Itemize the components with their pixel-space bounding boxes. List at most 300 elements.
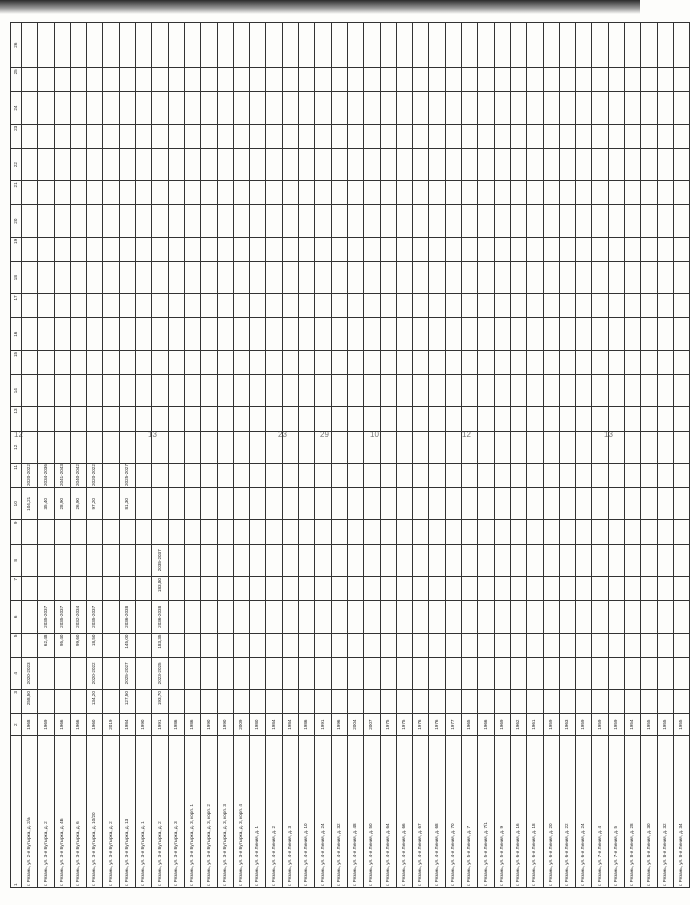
value-cell bbox=[673, 261, 689, 293]
table-row bbox=[543, 23, 559, 888]
value-cell bbox=[250, 350, 266, 374]
value-cell bbox=[445, 294, 461, 318]
value-cell bbox=[510, 463, 526, 487]
value-cell bbox=[168, 350, 184, 374]
value-cell bbox=[87, 407, 103, 431]
value-cell bbox=[331, 68, 347, 92]
value-cell bbox=[250, 294, 266, 318]
value-cell: 183,80 bbox=[152, 577, 168, 601]
value-cell bbox=[54, 68, 70, 92]
value-cell bbox=[87, 318, 103, 350]
address-cell: г. Рязань, ул. 3-я Бутырка, д. 3 bbox=[168, 736, 184, 888]
value-cell bbox=[331, 148, 347, 180]
address-cell: г. Рязань, ул. 8-я Линия, д. 32 bbox=[657, 736, 673, 888]
value-cell bbox=[462, 294, 478, 318]
table-row bbox=[462, 23, 478, 888]
value-cell bbox=[641, 577, 657, 601]
value-cell bbox=[282, 633, 298, 657]
value-cell bbox=[315, 657, 331, 689]
value-cell bbox=[673, 520, 689, 544]
value-cell bbox=[364, 463, 380, 487]
value-cell bbox=[250, 577, 266, 601]
value-cell bbox=[54, 181, 70, 205]
value-cell bbox=[217, 657, 233, 689]
value-cell bbox=[559, 237, 575, 261]
value-cell bbox=[250, 237, 266, 261]
value-cell bbox=[347, 92, 363, 124]
value-cell: 145,00 bbox=[119, 633, 135, 657]
value-cell bbox=[233, 520, 249, 544]
value-cell bbox=[576, 374, 592, 406]
value-cell bbox=[299, 657, 315, 689]
value-cell bbox=[201, 124, 217, 148]
value-cell bbox=[380, 633, 396, 657]
value-cell bbox=[608, 601, 624, 633]
value-cell bbox=[673, 181, 689, 205]
value-cell bbox=[445, 431, 461, 463]
table-row bbox=[559, 23, 575, 888]
value-cell bbox=[119, 92, 135, 124]
value-cell bbox=[70, 124, 86, 148]
value-cell bbox=[22, 374, 38, 406]
value-cell bbox=[315, 148, 331, 180]
value-cell bbox=[299, 181, 315, 205]
value-cell: 62,48 bbox=[38, 633, 54, 657]
value-cell bbox=[266, 520, 282, 544]
value-cell bbox=[250, 463, 266, 487]
column-header: 6 bbox=[11, 601, 22, 633]
value-cell bbox=[559, 261, 575, 293]
address-cell: г. Рязань, ул. 4-я Линия, д. 67 bbox=[413, 736, 429, 888]
value-cell bbox=[38, 23, 54, 68]
value-cell bbox=[510, 520, 526, 544]
value-cell bbox=[543, 374, 559, 406]
value-cell bbox=[22, 261, 38, 293]
value-cell bbox=[250, 544, 266, 576]
value-cell bbox=[168, 520, 184, 544]
value-cell: 258,50 bbox=[22, 690, 38, 714]
column-header-row bbox=[11, 23, 22, 888]
value-cell bbox=[364, 237, 380, 261]
value-cell bbox=[347, 577, 363, 601]
table-row bbox=[152, 23, 168, 888]
value-cell bbox=[233, 633, 249, 657]
value-cell bbox=[396, 181, 412, 205]
value-cell bbox=[201, 431, 217, 463]
value-cell bbox=[22, 544, 38, 576]
value-cell bbox=[201, 318, 217, 350]
value-cell bbox=[641, 148, 657, 180]
value-cell bbox=[624, 181, 640, 205]
value-cell bbox=[136, 520, 152, 544]
value-cell bbox=[103, 431, 119, 463]
value-cell bbox=[136, 407, 152, 431]
value-cell bbox=[380, 68, 396, 92]
value-cell bbox=[38, 148, 54, 180]
value-cell bbox=[233, 237, 249, 261]
value-cell bbox=[233, 68, 249, 92]
address-cell: г. Рязань, ул. 4-я Линия, д. 70 bbox=[445, 736, 461, 888]
value-cell bbox=[608, 657, 624, 689]
value-cell bbox=[462, 237, 478, 261]
year-cell: 1986 bbox=[299, 714, 315, 736]
value-cell bbox=[282, 23, 298, 68]
value-cell bbox=[184, 601, 200, 633]
value-cell bbox=[478, 633, 494, 657]
value-cell bbox=[380, 318, 396, 350]
value-cell bbox=[380, 294, 396, 318]
margin-mark: 10 bbox=[370, 430, 379, 439]
year-cell: 1990 bbox=[136, 714, 152, 736]
address-cell: г. Рязань, ул. 3-я Бутырка, д. 3, корп. 4 bbox=[233, 736, 249, 888]
value-cell bbox=[657, 657, 673, 689]
value-cell bbox=[315, 350, 331, 374]
table-row bbox=[54, 23, 70, 888]
value-cell bbox=[315, 318, 331, 350]
value-cell bbox=[103, 23, 119, 68]
value-cell bbox=[380, 237, 396, 261]
value-cell bbox=[70, 431, 86, 463]
value-cell bbox=[184, 261, 200, 293]
value-cell bbox=[266, 577, 282, 601]
column-header: 13 bbox=[11, 407, 22, 431]
value-cell bbox=[152, 520, 168, 544]
value-cell bbox=[673, 690, 689, 714]
value-cell bbox=[641, 657, 657, 689]
value-cell bbox=[282, 181, 298, 205]
value-cell bbox=[103, 633, 119, 657]
column-header: 9 bbox=[11, 520, 22, 544]
value-cell bbox=[673, 601, 689, 633]
value-cell bbox=[201, 657, 217, 689]
value-cell bbox=[103, 463, 119, 487]
value-cell bbox=[38, 124, 54, 148]
value-cell bbox=[136, 23, 152, 68]
value-cell bbox=[38, 407, 54, 431]
value-cell bbox=[445, 657, 461, 689]
table-row bbox=[201, 23, 217, 888]
value-cell bbox=[673, 318, 689, 350]
value-cell bbox=[70, 68, 86, 92]
value-cell bbox=[22, 577, 38, 601]
value-cell bbox=[592, 124, 608, 148]
value-cell bbox=[38, 261, 54, 293]
value-cell: 97,20 bbox=[87, 488, 103, 520]
value-cell bbox=[54, 350, 70, 374]
value-cell bbox=[266, 488, 282, 520]
value-cell bbox=[380, 261, 396, 293]
value-cell bbox=[282, 92, 298, 124]
value-cell bbox=[347, 181, 363, 205]
value-cell bbox=[445, 237, 461, 261]
value-cell bbox=[494, 690, 510, 714]
value-cell bbox=[462, 520, 478, 544]
value-cell bbox=[38, 374, 54, 406]
column-header: 7 bbox=[11, 577, 22, 601]
value-cell bbox=[494, 92, 510, 124]
value-cell bbox=[282, 205, 298, 237]
value-cell bbox=[331, 633, 347, 657]
value-cell bbox=[657, 407, 673, 431]
value-cell bbox=[543, 23, 559, 68]
value-cell bbox=[217, 601, 233, 633]
year-cell: 1966 bbox=[54, 714, 70, 736]
value-cell bbox=[413, 520, 429, 544]
value-cell bbox=[624, 463, 640, 487]
value-cell bbox=[136, 205, 152, 237]
value-cell bbox=[494, 23, 510, 68]
value-cell bbox=[22, 318, 38, 350]
value-cell bbox=[641, 431, 657, 463]
value-cell: 95,40 bbox=[54, 633, 70, 657]
column-header: 12 bbox=[11, 431, 22, 463]
value-cell bbox=[494, 601, 510, 633]
value-cell bbox=[396, 374, 412, 406]
value-cell bbox=[641, 294, 657, 318]
value-cell bbox=[54, 520, 70, 544]
value-cell bbox=[624, 690, 640, 714]
value-cell bbox=[543, 407, 559, 431]
value-cell bbox=[576, 544, 592, 576]
value-cell bbox=[478, 488, 494, 520]
value-cell bbox=[38, 318, 54, 350]
value-cell bbox=[429, 544, 445, 576]
value-cell bbox=[331, 23, 347, 68]
value-cell bbox=[168, 690, 184, 714]
value-cell bbox=[136, 488, 152, 520]
value-cell: 2020-2022 bbox=[22, 463, 38, 487]
value-cell bbox=[657, 374, 673, 406]
value-cell bbox=[380, 463, 396, 487]
value-cell bbox=[201, 601, 217, 633]
value-cell bbox=[592, 318, 608, 350]
value-cell bbox=[592, 181, 608, 205]
value-cell bbox=[152, 463, 168, 487]
value-cell bbox=[119, 374, 135, 406]
value-cell bbox=[87, 92, 103, 124]
value-cell bbox=[608, 488, 624, 520]
value-cell bbox=[657, 237, 673, 261]
value-cell bbox=[331, 520, 347, 544]
value-cell bbox=[347, 633, 363, 657]
value-cell bbox=[624, 92, 640, 124]
value-cell bbox=[364, 23, 380, 68]
value-cell bbox=[527, 520, 543, 544]
margin-mark: 29 bbox=[320, 430, 329, 439]
value-cell bbox=[347, 350, 363, 374]
value-cell bbox=[299, 488, 315, 520]
value-cell: 2023-2025 bbox=[152, 657, 168, 689]
value-cell bbox=[592, 68, 608, 92]
value-cell: 81,30 bbox=[119, 488, 135, 520]
margin-mark: 12 bbox=[462, 430, 471, 439]
address-cell: г. Рязань, ул. 7-я Линия, д. 4 bbox=[592, 736, 608, 888]
value-cell bbox=[592, 237, 608, 261]
value-cell bbox=[413, 690, 429, 714]
year-cell: 1968 bbox=[22, 714, 38, 736]
value-cell: 2034-2036 bbox=[38, 463, 54, 487]
value-cell bbox=[527, 374, 543, 406]
value-cell bbox=[641, 181, 657, 205]
value-cell: 2025-2027 bbox=[119, 463, 135, 487]
value-cell bbox=[494, 407, 510, 431]
value-cell bbox=[624, 633, 640, 657]
value-cell bbox=[299, 520, 315, 544]
value-cell bbox=[54, 237, 70, 261]
table-row bbox=[233, 23, 249, 888]
value-cell bbox=[429, 657, 445, 689]
value-cell: 2036-2038 bbox=[119, 601, 135, 633]
value-cell bbox=[576, 463, 592, 487]
value-cell bbox=[413, 294, 429, 318]
value-cell bbox=[543, 148, 559, 180]
value-cell bbox=[266, 601, 282, 633]
column-header: 2 bbox=[11, 714, 22, 736]
value-cell bbox=[217, 463, 233, 487]
value-cell bbox=[624, 577, 640, 601]
value-cell bbox=[87, 23, 103, 68]
value-cell bbox=[168, 92, 184, 124]
value-cell bbox=[624, 318, 640, 350]
value-cell bbox=[364, 657, 380, 689]
value-cell bbox=[87, 520, 103, 544]
value-cell bbox=[657, 601, 673, 633]
year-cell: 1976 bbox=[429, 714, 445, 736]
value-cell bbox=[445, 68, 461, 92]
value-cell bbox=[413, 601, 429, 633]
value-cell bbox=[429, 68, 445, 92]
value-cell bbox=[478, 657, 494, 689]
value-cell bbox=[657, 633, 673, 657]
value-cell bbox=[136, 374, 152, 406]
value-cell bbox=[462, 431, 478, 463]
table-row bbox=[266, 23, 282, 888]
column-header: 8 bbox=[11, 544, 22, 576]
value-cell bbox=[282, 601, 298, 633]
value-cell bbox=[673, 205, 689, 237]
value-cell bbox=[315, 92, 331, 124]
value-cell bbox=[478, 407, 494, 431]
value-cell: 28,90 bbox=[54, 488, 70, 520]
value-cell bbox=[299, 237, 315, 261]
value-cell bbox=[103, 601, 119, 633]
value-cell bbox=[233, 374, 249, 406]
value-cell bbox=[184, 294, 200, 318]
value-cell bbox=[299, 350, 315, 374]
value-cell bbox=[299, 374, 315, 406]
value-cell bbox=[315, 124, 331, 148]
value-cell bbox=[299, 23, 315, 68]
value-cell bbox=[673, 124, 689, 148]
table-row bbox=[657, 23, 673, 888]
value-cell bbox=[510, 350, 526, 374]
table-row bbox=[38, 23, 54, 888]
value-cell bbox=[608, 463, 624, 487]
value-cell bbox=[543, 633, 559, 657]
value-cell bbox=[673, 350, 689, 374]
value-cell bbox=[119, 431, 135, 463]
value-cell bbox=[201, 205, 217, 237]
address-cell: г. Рязань, ул. 3-я Бутырка, д. 4Б bbox=[54, 736, 70, 888]
table-row bbox=[624, 23, 640, 888]
value-cell bbox=[315, 261, 331, 293]
value-cell: 127,50 bbox=[119, 690, 135, 714]
value-cell bbox=[103, 237, 119, 261]
value-cell bbox=[510, 657, 526, 689]
table-row bbox=[168, 23, 184, 888]
value-cell bbox=[510, 374, 526, 406]
value-cell bbox=[396, 577, 412, 601]
value-cell bbox=[250, 148, 266, 180]
value-cell bbox=[543, 237, 559, 261]
table-row bbox=[250, 23, 266, 888]
value-cell bbox=[87, 148, 103, 180]
column-header: 10 bbox=[11, 488, 22, 520]
value-cell bbox=[364, 148, 380, 180]
value-cell bbox=[266, 657, 282, 689]
value-cell bbox=[445, 488, 461, 520]
value-cell bbox=[364, 690, 380, 714]
column-header: 18 bbox=[11, 261, 22, 293]
value-cell bbox=[576, 690, 592, 714]
value-cell bbox=[494, 124, 510, 148]
column-header: 4 bbox=[11, 657, 22, 689]
value-cell bbox=[315, 544, 331, 576]
year-cell: 1991 bbox=[152, 714, 168, 736]
value-cell bbox=[673, 374, 689, 406]
value-cell bbox=[462, 124, 478, 148]
value-cell bbox=[168, 237, 184, 261]
value-cell bbox=[136, 181, 152, 205]
value-cell bbox=[510, 181, 526, 205]
value-cell bbox=[38, 544, 54, 576]
value-cell bbox=[22, 237, 38, 261]
value-cell bbox=[673, 294, 689, 318]
value-cell bbox=[87, 544, 103, 576]
value-cell bbox=[201, 68, 217, 92]
table-row bbox=[364, 23, 380, 888]
year-cell: 1991 bbox=[315, 714, 331, 736]
value-cell bbox=[54, 294, 70, 318]
value-cell bbox=[119, 544, 135, 576]
value-cell bbox=[413, 633, 429, 657]
value-cell bbox=[282, 690, 298, 714]
value-cell bbox=[429, 237, 445, 261]
table-row bbox=[87, 23, 103, 888]
value-cell bbox=[445, 577, 461, 601]
year-cell: 1976 bbox=[413, 714, 429, 736]
value-cell bbox=[266, 431, 282, 463]
column-header: 21 bbox=[11, 181, 22, 205]
value-cell bbox=[347, 68, 363, 92]
value-cell bbox=[494, 520, 510, 544]
value-cell bbox=[119, 318, 135, 350]
value-cell bbox=[592, 488, 608, 520]
value-cell bbox=[87, 124, 103, 148]
value-cell bbox=[413, 657, 429, 689]
value-cell bbox=[103, 92, 119, 124]
value-cell bbox=[38, 431, 54, 463]
value-cell bbox=[184, 23, 200, 68]
address-cell: г. Рязань, ул. 3-я Бутырка, д. 2 bbox=[38, 736, 54, 888]
value-cell bbox=[184, 577, 200, 601]
value-cell bbox=[364, 294, 380, 318]
value-cell bbox=[478, 237, 494, 261]
value-cell bbox=[527, 318, 543, 350]
value-cell bbox=[445, 374, 461, 406]
value-cell bbox=[478, 124, 494, 148]
value-cell bbox=[641, 92, 657, 124]
